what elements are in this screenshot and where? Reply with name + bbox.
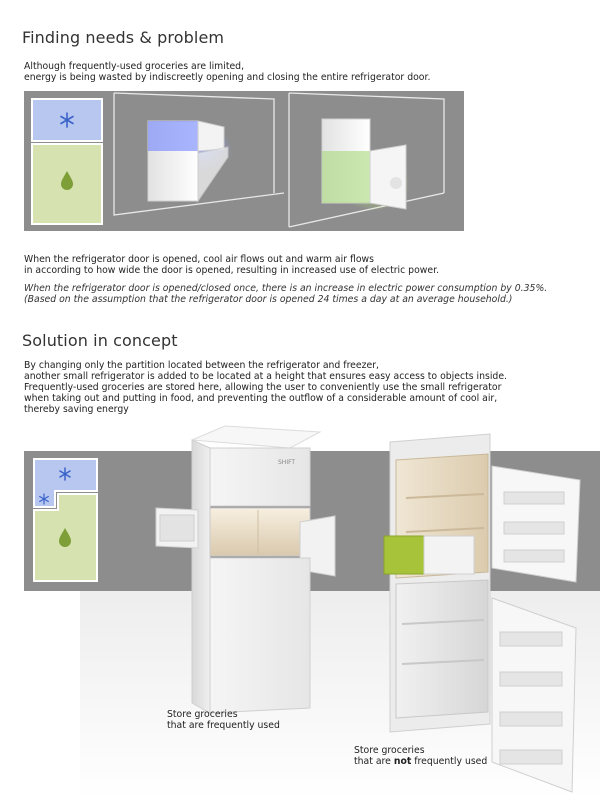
fridge-door-open-illustration — [289, 93, 444, 227]
problem-illustration-panel — [24, 91, 464, 231]
solution-line-1: By changing only the partition located between the refrigerator and freezer, — [24, 360, 379, 371]
solution-line-2: another small refrigerator is added to be located at a height that ensures easy access to objects inside. — [24, 371, 507, 382]
caption-rare-part-c: frequently used — [411, 756, 488, 767]
problem-illustration — [24, 91, 464, 231]
shift-refrigerator-front — [150, 418, 350, 718]
solution-line-3: Frequently-used groceries are stored here, allowing the user to conveniently use the small refrigerator — [24, 382, 502, 393]
brand-label: SHIFT — [278, 459, 296, 466]
intro-line-1: Although frequently-used groceries are limited, — [24, 61, 245, 72]
compartment-diagram — [32, 99, 102, 224]
section-title-finding-needs: Finding needs & problem — [22, 28, 225, 47]
section-title-solution: Solution in concept — [22, 331, 178, 350]
problem-desc-line-2: in according to how wide the door is opened, resulting in increased use of electric power. — [24, 265, 440, 276]
problem-note-line-2: (Based on the assumption that the refrigerator door is opened 24 times a day at an average household.) — [24, 294, 513, 305]
solution-line-4: when taking out and putting in food, and preventing the outflow of a considerable amount of cool air, — [24, 393, 498, 404]
caption-rare-emphasis: not — [393, 756, 412, 767]
solution-line-5: thereby saving energy — [24, 404, 129, 415]
new-compartment-diagram — [33, 458, 99, 583]
caption-frequent-line-2: that are frequently used — [167, 720, 280, 731]
green-storage-bin — [384, 536, 424, 574]
intro-line-2: energy is being wasted by indiscreetly opening and closing the entire refrigerator door. — [24, 72, 431, 83]
caption-rare-line-2 — [354, 756, 487, 768]
problem-desc-line-1: When the refrigerator door is opened, cool air flows out and warm air flows — [24, 254, 374, 265]
caption-rare-part-a: that are — [354, 756, 394, 767]
problem-note-line-1: When the refrigerator door is opened/closed once, there is an increase in electric power consumption by 0.35%. — [24, 283, 548, 294]
fridge-freezer-open-illustration — [114, 93, 284, 215]
caption-rare-line-1: Store groceries — [354, 745, 425, 756]
caption-frequent-line-1: Store groceries — [167, 709, 238, 720]
